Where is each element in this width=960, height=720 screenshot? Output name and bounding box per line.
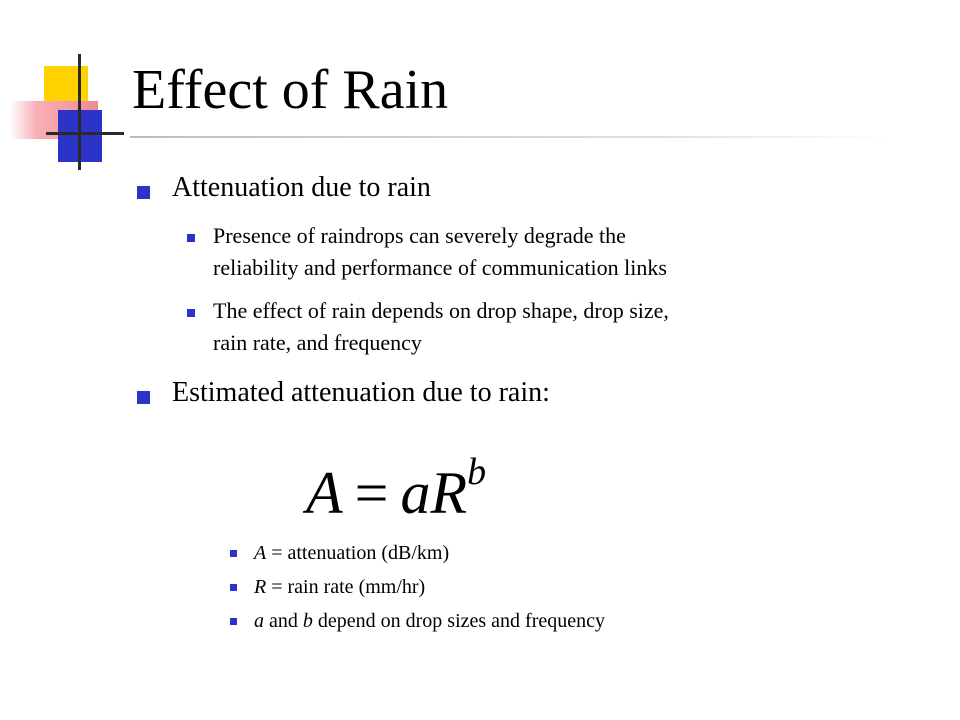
definition-connector: and [264, 610, 303, 632]
bullet-icon [137, 391, 150, 404]
ornament-vertical-line [78, 54, 81, 170]
bullet-estimated: Estimated attenuation due to rain: [172, 377, 550, 408]
definition-text: = attenuation (dB/km) [266, 542, 450, 564]
formula-equals: = [354, 460, 389, 526]
definition-symbol: b [302, 610, 313, 632]
sub-bullet-raindrops-line1: Presence of raindrops can severely degrade the [213, 223, 626, 248]
definition-symbol: R [254, 576, 267, 598]
definition-text: depend on drop sizes and frequency [312, 610, 606, 632]
definition-bullet-icon [230, 618, 237, 625]
definition-symbol: a [254, 610, 264, 632]
title-underline [130, 136, 890, 138]
definition-R [254, 574, 425, 600]
definition-bullet-icon [230, 550, 237, 557]
sub-bullet-icon [187, 234, 195, 242]
ornament-horizontal-line [46, 132, 124, 135]
sub-bullet-effect-line1: The effect of rain depends on drop shape, drop size, [213, 298, 669, 323]
sub-bullet-effect-line2: rain rate, and frequency [213, 330, 422, 355]
sub-bullet-icon [187, 309, 195, 317]
definition-A [254, 540, 449, 566]
definition-a-b [254, 608, 605, 634]
rain-attenuation-formula [306, 451, 487, 528]
formula-lhs: A [306, 460, 343, 526]
formula-coef: a [400, 460, 431, 526]
slide-title: Effect of Rain [132, 59, 449, 121]
definition-symbol: A [254, 542, 267, 564]
formula-var: R [430, 460, 468, 526]
definition-bullet-icon [230, 584, 237, 591]
definition-text: = rain rate (mm/hr) [266, 576, 426, 598]
sub-bullet-raindrops-line2: reliability and performance of communication links [213, 255, 667, 280]
bullet-icon [137, 186, 150, 199]
formula-exp: b [467, 451, 487, 493]
bullet-attenuation: Attenuation due to rain [172, 172, 431, 203]
